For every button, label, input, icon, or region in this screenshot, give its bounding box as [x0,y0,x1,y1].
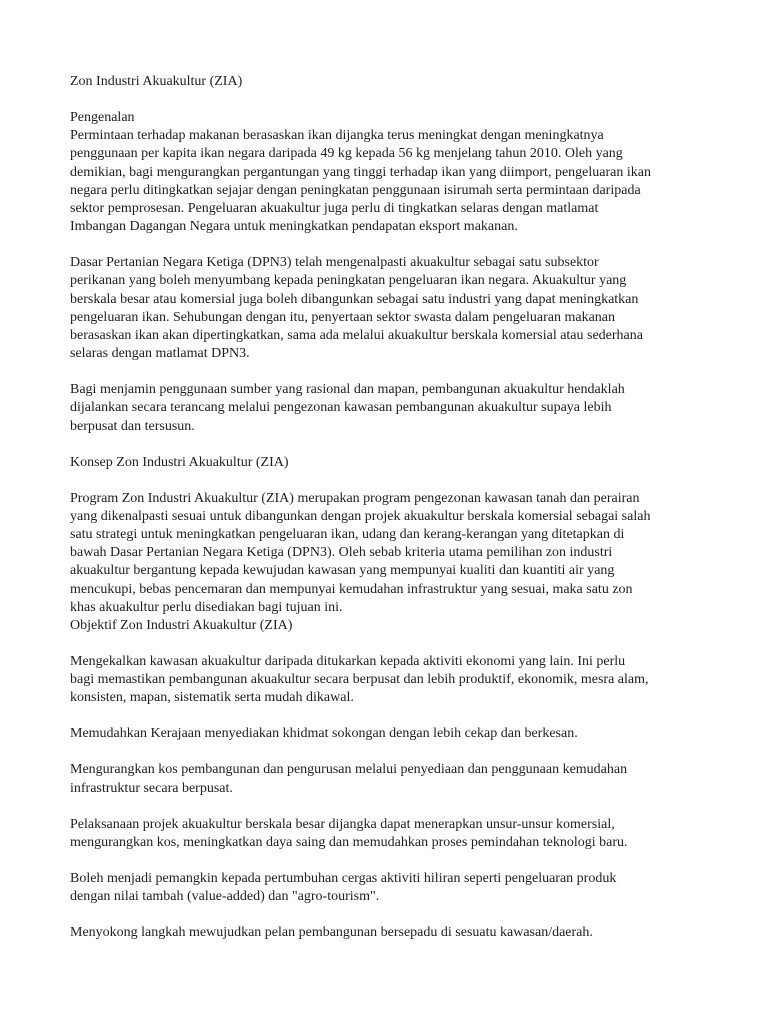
paragraph-konsep [70,490,710,617]
section-heading-konsep: Konsep Zon Industri Akuakultur (ZIA) [70,454,289,470]
text-line: Permintaan terhadap makanan berasaskan ikan dijangka terus meningkat dengan meningkatnya [70,128,604,144]
objective-paragraph-5 [70,870,710,906]
text-line: berasaskan ikan akan dipertingkatkan, sama ada melalui akuakultur berskala komersial atau sederhana [70,328,643,344]
paragraph-gap [70,363,710,381]
paragraph-gap [70,708,710,726]
text-line: Mengekalkan kawasan akuakultur daripada ditukarkan kepada aktiviti ekonomi yang lain. Ini perlu [70,654,626,670]
text-line: konsisten, mapan, sistematik serta mudah dikawal. [70,690,354,706]
paragraph-pengenalan-1 [70,127,710,236]
text-line: negara perlu ditingkatkan sejajar dengan peningkatan penggunaan isirumah serta permintaan daripada [70,182,641,198]
text-line: sektor pemprosesan. Pengeluaran akuakultur juga perlu di tingkatkan selaras dengan matlamat [70,201,599,217]
paragraph-gap [70,635,710,653]
section-heading-pengenalan: Pengenalan [70,110,135,125]
text-line: dijalankan secara terancang melalui pengezonan kawasan pembangunan akuakultur supaya lebih [70,400,612,416]
text-line: perikanan yang boleh menyumbang kepada peningkatan pengeluaran ikan negara. Akuakultur yang [70,273,627,289]
text-line: Program Zon Industri Akuakultur (ZIA) merupakan program pengezonan kawasan tanah dan perairan [70,490,640,506]
text-line: bagi memastikan pembangunan akuakultur secara berpusat dan lebih produktif, ekonomik, mesra alam, [70,672,649,688]
text-line: Dasar Pertanian Negara Ketiga (DPN3) telah mengenalpasti akuakultur sebagai satu subsektor [70,255,599,271]
text-line: berskala besar atau komersial juga boleh dibangunkan sebagai satu industri yang dapat meningkatkan [70,291,639,307]
text-line: Boleh menjadi pemangkin kepada pertumbuhan cergas aktiviti hiliran seperti pengeluaran produk [70,870,617,886]
paragraph-gap [70,236,710,254]
document-page [70,73,710,942]
text-line: Menyokong langkah mewujudkan pelan pembangunan bersepadu di sesuatu kawasan/daerah. [70,925,593,941]
text-line: selaras dengan matlamat DPN3. [70,346,250,362]
text-line: satu strategi untuk meningkatkan pengeluaran ikan, udang dan kerang-kerangan yang ditetapkan di [70,527,625,543]
text-line: bawah Dasar Pertanian Negara Ketiga (DPN3). Oleh sebab kriteria utama pemilihan zon industri [70,545,613,561]
objective-paragraph-2 [70,725,710,743]
text-line: penggunaan per kapita ikan negara daripada 49 kg kepada 56 kg menjelang tahun 2010. Oleh yang [70,146,623,162]
paragraph-gap [70,852,710,870]
text-line: demikian, bagi mengurangkan pergantungan yang tinggi terhadap ikan yang diimport, pengeluaran ikan [70,164,651,180]
text-line: Bagi menjamin penggunaan sumber yang rasional dan mapan, pembangunan akuakultur hendaklah [70,382,625,398]
text-line: mencukupi, bebas pencemaran dan mempunyai kemudahan infrastruktur yang sesuai, maka satu zon [70,581,633,597]
paragraph-gap [70,436,710,454]
paragraph-gap [70,91,710,109]
document-title: Zon Industri Akuakultur (ZIA) [70,74,243,89]
text-line: Memudahkan Kerajaan menyediakan khidmat sokongan dengan lebih cekap dan berkesan. [70,726,578,742]
text-line: akuakultur bergantung kepada kewujudan kawasan yang mempunyai kualiti dan kuantiti air yang [70,563,615,579]
text-line: berpusat dan tersusun. [70,418,195,434]
text-line: yang dikenalpasti sesuai untuk dibangunkan dengan projek akuakultur berskala komersial sebagai salah [70,508,651,524]
text-line: khas akuakultur perlu disediakan bagi tujuan ini. [70,599,343,615]
section-heading-objektif: Objektif Zon Industri Akuakultur (ZIA) [70,618,293,634]
objective-paragraph-6 [70,924,710,942]
text-line: mengurangkan kos, meningkatkan daya saing dan memudahkan proses pemindahan teknologi baru. [70,834,628,850]
text-line: infrastruktur secara berpusat. [70,780,233,796]
objective-paragraph-3 [70,761,710,797]
text-line: pengeluaran ikan. Sehubungan dengan itu, penyertaan sektor swasta dalam pengeluaran makanan [70,309,616,325]
paragraph-gap [70,798,710,816]
text-line: Pelaksanaan projek akuakultur berskala besar dijangka dapat menerapkan unsur-unsur komersial, [70,816,615,832]
paragraph-sumber [70,381,710,436]
objective-paragraph-4 [70,816,710,852]
paragraph-gap [70,906,710,924]
text-line: Imbangan Dagangan Negara untuk meningkatkan pendapatan eksport makanan. [70,219,518,235]
paragraph-dpn3 [70,254,710,363]
text-line: dengan nilai tambah (value-added) dan "agro-tourism". [70,889,380,905]
objective-paragraph-1 [70,653,710,708]
paragraph-gap [70,472,710,490]
text-line: Mengurangkan kos pembangunan dan pengurusan melalui penyediaan dan penggunaan kemudahan [70,762,628,778]
paragraph-gap [70,744,710,762]
